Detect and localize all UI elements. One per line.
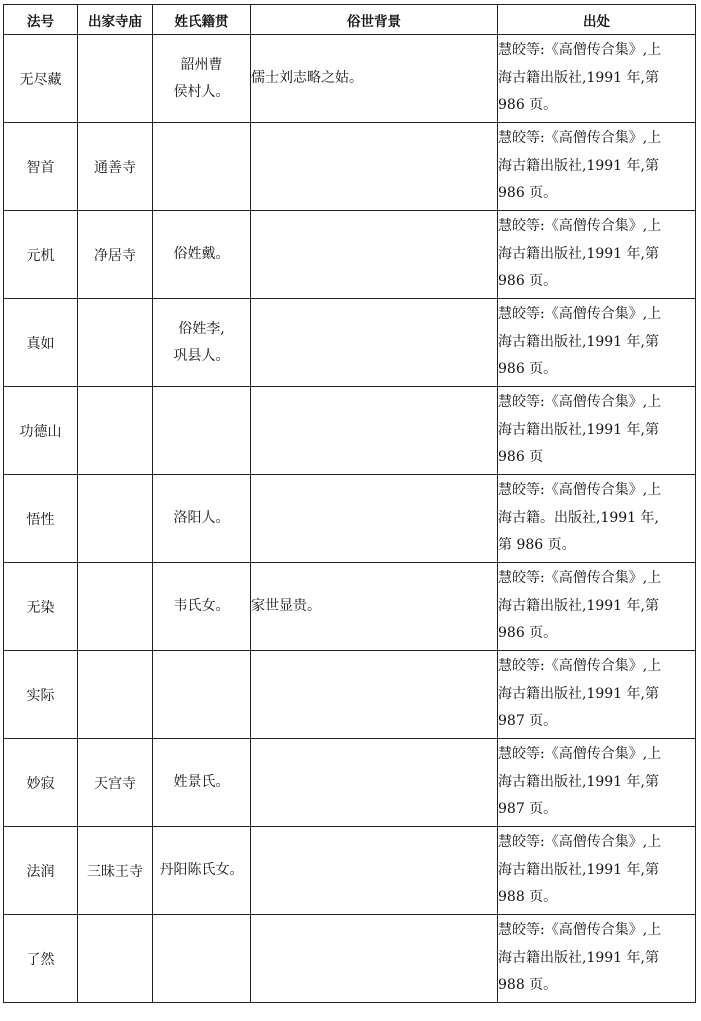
cell-secular-background xyxy=(251,915,498,1003)
cell-surname-origin xyxy=(153,387,251,475)
table-header-row xyxy=(4,5,696,35)
cell-surname-origin: 姓景氏。 xyxy=(153,739,251,827)
cell-dharma-name: 元机 xyxy=(4,211,78,299)
cell-dharma-name: 实际 xyxy=(4,651,78,739)
cell-temple xyxy=(78,475,153,563)
cell-source: 慧皎等:《高僧传合集》,上 海古籍出版社,1991 年,第 987 页。 xyxy=(498,739,696,827)
cell-secular-background xyxy=(251,211,498,299)
cell-surname-origin xyxy=(153,123,251,211)
cell-source: 慧皎等:《高僧传合集》,上 海古籍出版社,1991 年,第 987 页。 xyxy=(498,651,696,739)
header-surname-origin: 姓氏籍贯 xyxy=(153,5,251,35)
table-row xyxy=(4,387,696,475)
cell-dharma-name: 悟性 xyxy=(4,475,78,563)
header-temple: 出家寺庙 xyxy=(78,5,153,35)
cell-secular-background xyxy=(251,387,498,475)
cell-secular-background xyxy=(251,651,498,739)
cell-source: 慧皎等:《高僧传合集》,上 海古籍出版社,1991 年,第 986 页。 xyxy=(498,563,696,651)
cell-surname-origin: 洛阳人。 xyxy=(153,475,251,563)
table-row xyxy=(4,475,696,563)
cell-dharma-name: 了然 xyxy=(4,915,78,1003)
cell-temple: 净居寺 xyxy=(78,211,153,299)
cell-temple xyxy=(78,387,153,475)
cell-source: 慧皎等:《高僧传合集》,上 海古籍出版社,1991 年,第 988 页。 xyxy=(498,827,696,915)
cell-temple xyxy=(78,35,153,123)
table-row xyxy=(4,563,696,651)
cell-source: 慧皎等:《高僧传合集》,上 海古籍出版社,1991 年,第 986 页。 xyxy=(498,211,696,299)
cell-secular-background xyxy=(251,739,498,827)
cell-dharma-name: 妙寂 xyxy=(4,739,78,827)
cell-secular-background: 家世显贵。 xyxy=(251,563,498,651)
cell-secular-background: 儒士刘志略之姑。 xyxy=(251,35,498,123)
cell-secular-background xyxy=(251,475,498,563)
cell-temple: 三昧王寺 xyxy=(78,827,153,915)
cell-source: 慧皎等:《高僧传合集》,上 海古籍出版社,1991 年,第 986 页。 xyxy=(498,299,696,387)
table-row xyxy=(4,123,696,211)
cell-temple xyxy=(78,299,153,387)
table-row xyxy=(4,739,696,827)
cell-surname-origin: 俗姓李, 巩县人。 xyxy=(153,299,251,387)
cell-temple xyxy=(78,563,153,651)
cell-secular-background xyxy=(251,827,498,915)
table-body xyxy=(4,35,696,1003)
table-row xyxy=(4,299,696,387)
cell-surname-origin xyxy=(153,651,251,739)
cell-source: 慧皎等:《高僧传合集》,上 海古籍。出版社,1991 年, 第 986 页。 xyxy=(498,475,696,563)
header-source: 出处 xyxy=(498,5,696,35)
cell-dharma-name: 功德山 xyxy=(4,387,78,475)
table-row xyxy=(4,211,696,299)
cell-source: 慧皎等:《高僧传合集》,上 海古籍出版社,1991 年,第 986 页 xyxy=(498,387,696,475)
cell-dharma-name: 法润 xyxy=(4,827,78,915)
cell-surname-origin xyxy=(153,915,251,1003)
cell-temple: 通善寺 xyxy=(78,123,153,211)
nuns-table xyxy=(3,4,696,1003)
header-secular-background: 俗世背景 xyxy=(251,5,498,35)
cell-dharma-name: 真如 xyxy=(4,299,78,387)
cell-dharma-name: 无染 xyxy=(4,563,78,651)
table-row xyxy=(4,915,696,1003)
cell-temple xyxy=(78,915,153,1003)
document-page xyxy=(3,4,696,1003)
cell-surname-origin: 韶州曹 侯村人。 xyxy=(153,35,251,123)
cell-source: 慧皎等:《高僧传合集》,上 海古籍出版社,1991 年,第 986 页。 xyxy=(498,35,696,123)
cell-surname-origin: 丹阳陈氏女。 xyxy=(153,827,251,915)
cell-source: 慧皎等:《高僧传合集》,上 海古籍出版社,1991 年,第 988 页。 xyxy=(498,915,696,1003)
table-row xyxy=(4,827,696,915)
cell-temple xyxy=(78,651,153,739)
header-dharma-name: 法号 xyxy=(4,5,78,35)
cell-secular-background xyxy=(251,123,498,211)
cell-source: 慧皎等:《高僧传合集》,上 海古籍出版社,1991 年,第 986 页。 xyxy=(498,123,696,211)
table-row xyxy=(4,35,696,123)
cell-temple: 天宫寺 xyxy=(78,739,153,827)
cell-secular-background xyxy=(251,299,498,387)
cell-dharma-name: 智首 xyxy=(4,123,78,211)
cell-surname-origin: 俗姓戴。 xyxy=(153,211,251,299)
cell-surname-origin: 韦氏女。 xyxy=(153,563,251,651)
cell-dharma-name: 无尽藏 xyxy=(4,35,78,123)
table-row xyxy=(4,651,696,739)
